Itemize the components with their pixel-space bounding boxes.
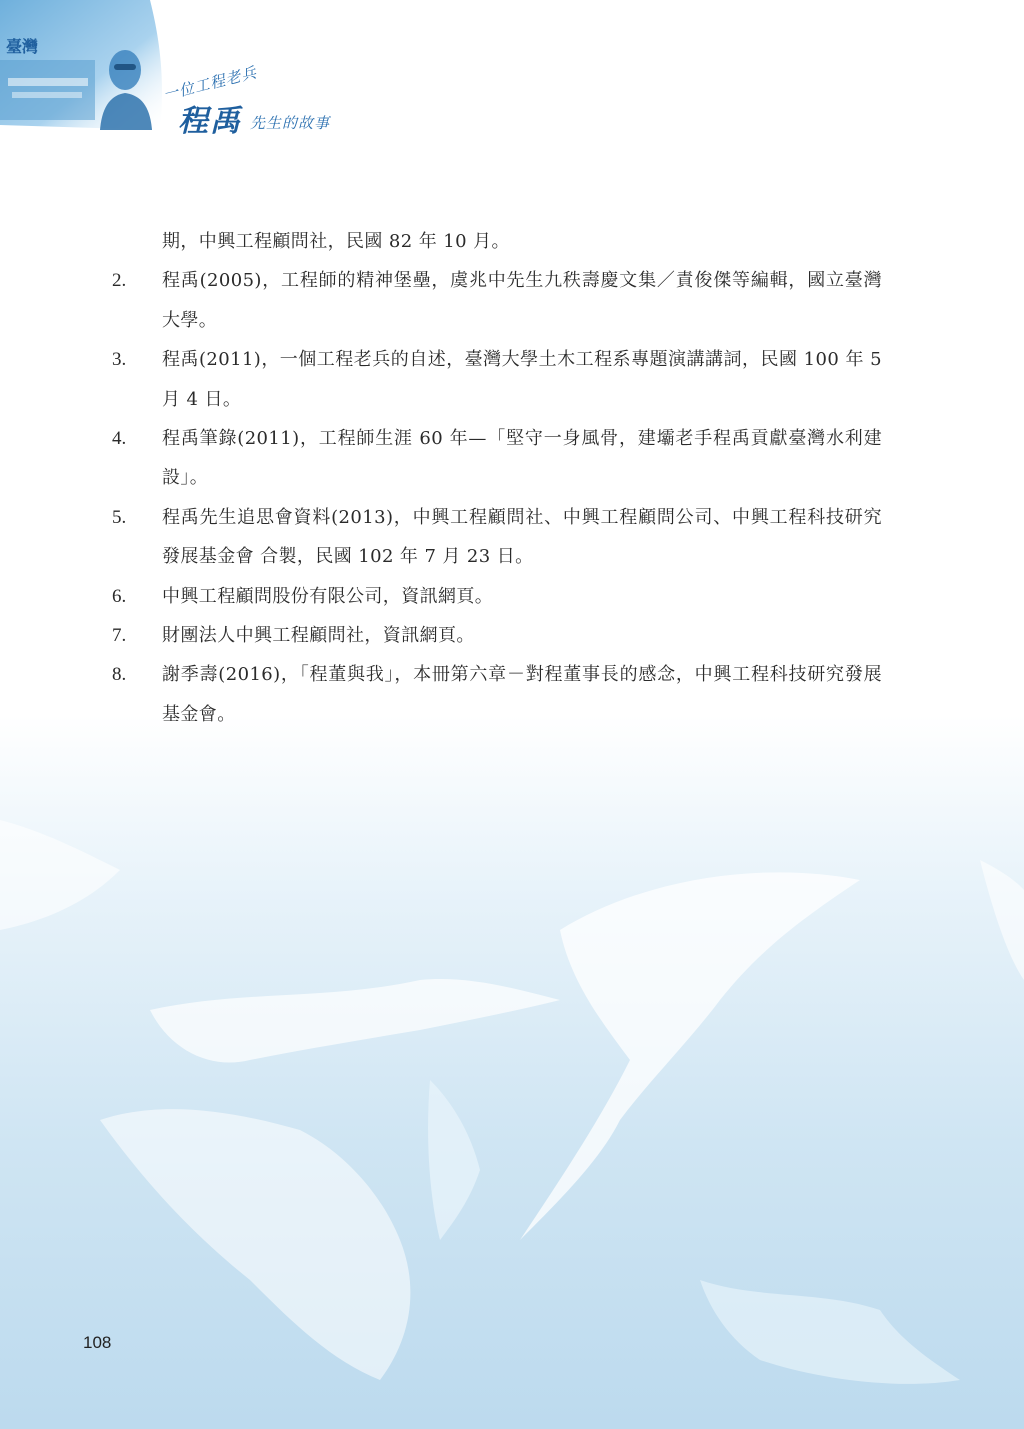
reference-text: 財團法人中興工程顧問社，資訊網頁。 [162, 625, 475, 647]
reference-text: 程禹筆錄(2011)，工程師生涯 60 年—「堅守一身風骨，建壩老手程禹貢獻臺灣水利建設」。 [162, 428, 882, 489]
reference-item [112, 616, 882, 655]
reference-text: 中興工程顧問股份有限公司，資訊網頁。 [162, 585, 494, 607]
reference-text: 期，中興工程顧問社，民國 82 年 10 月。 [162, 231, 510, 252]
reference-number: 8. [112, 664, 127, 686]
header-portrait-graphic [0, 0, 170, 135]
header-name: 程禹 [178, 104, 242, 139]
reference-number: 4. [112, 428, 127, 450]
reference-item-continued [112, 222, 882, 261]
reference-item [112, 419, 882, 498]
header-banner [0, 0, 360, 150]
reference-number: 7. [112, 625, 127, 647]
reference-text: 程禹(2011)，一個工程老兵的自述，臺灣大學土木工程系專題演講講詞，民國 100 年 5 月 4 日。 [162, 349, 882, 410]
reference-item [112, 261, 882, 340]
reference-text: 程禹先生追思會資料(2013)，中興工程顧問社、中興工程顧問公司、中興工程科技研究發展基金會 合製，民國 102 年 7 月 23 日。 [162, 506, 882, 568]
reference-number: 3. [112, 349, 127, 371]
reference-text: 程禹(2005)，工程師的精神堡壘，虞兆中先生九秩壽慶文集／責俊傑等編輯，國立臺灣大學。 [162, 270, 882, 331]
reference-text: 謝季壽(2016)，「程董與我」，本冊第六章－對程董事長的感念，中興工程科技研究發展基金會。 [162, 664, 882, 725]
page-number: 108 [83, 1333, 112, 1352]
reference-number: 2. [112, 270, 127, 292]
reference-number: 5. [112, 506, 127, 528]
reference-number: 6. [112, 585, 127, 607]
svg-text:臺灣: 臺灣 [6, 37, 39, 56]
reference-item [112, 655, 882, 734]
header-suffix: 先生的故事 [250, 114, 331, 132]
reference-item [112, 498, 882, 577]
reference-list [112, 222, 882, 734]
header-subtitle: 一位工程老兵 [161, 63, 259, 105]
reference-item [112, 577, 882, 616]
reference-item [112, 340, 882, 419]
